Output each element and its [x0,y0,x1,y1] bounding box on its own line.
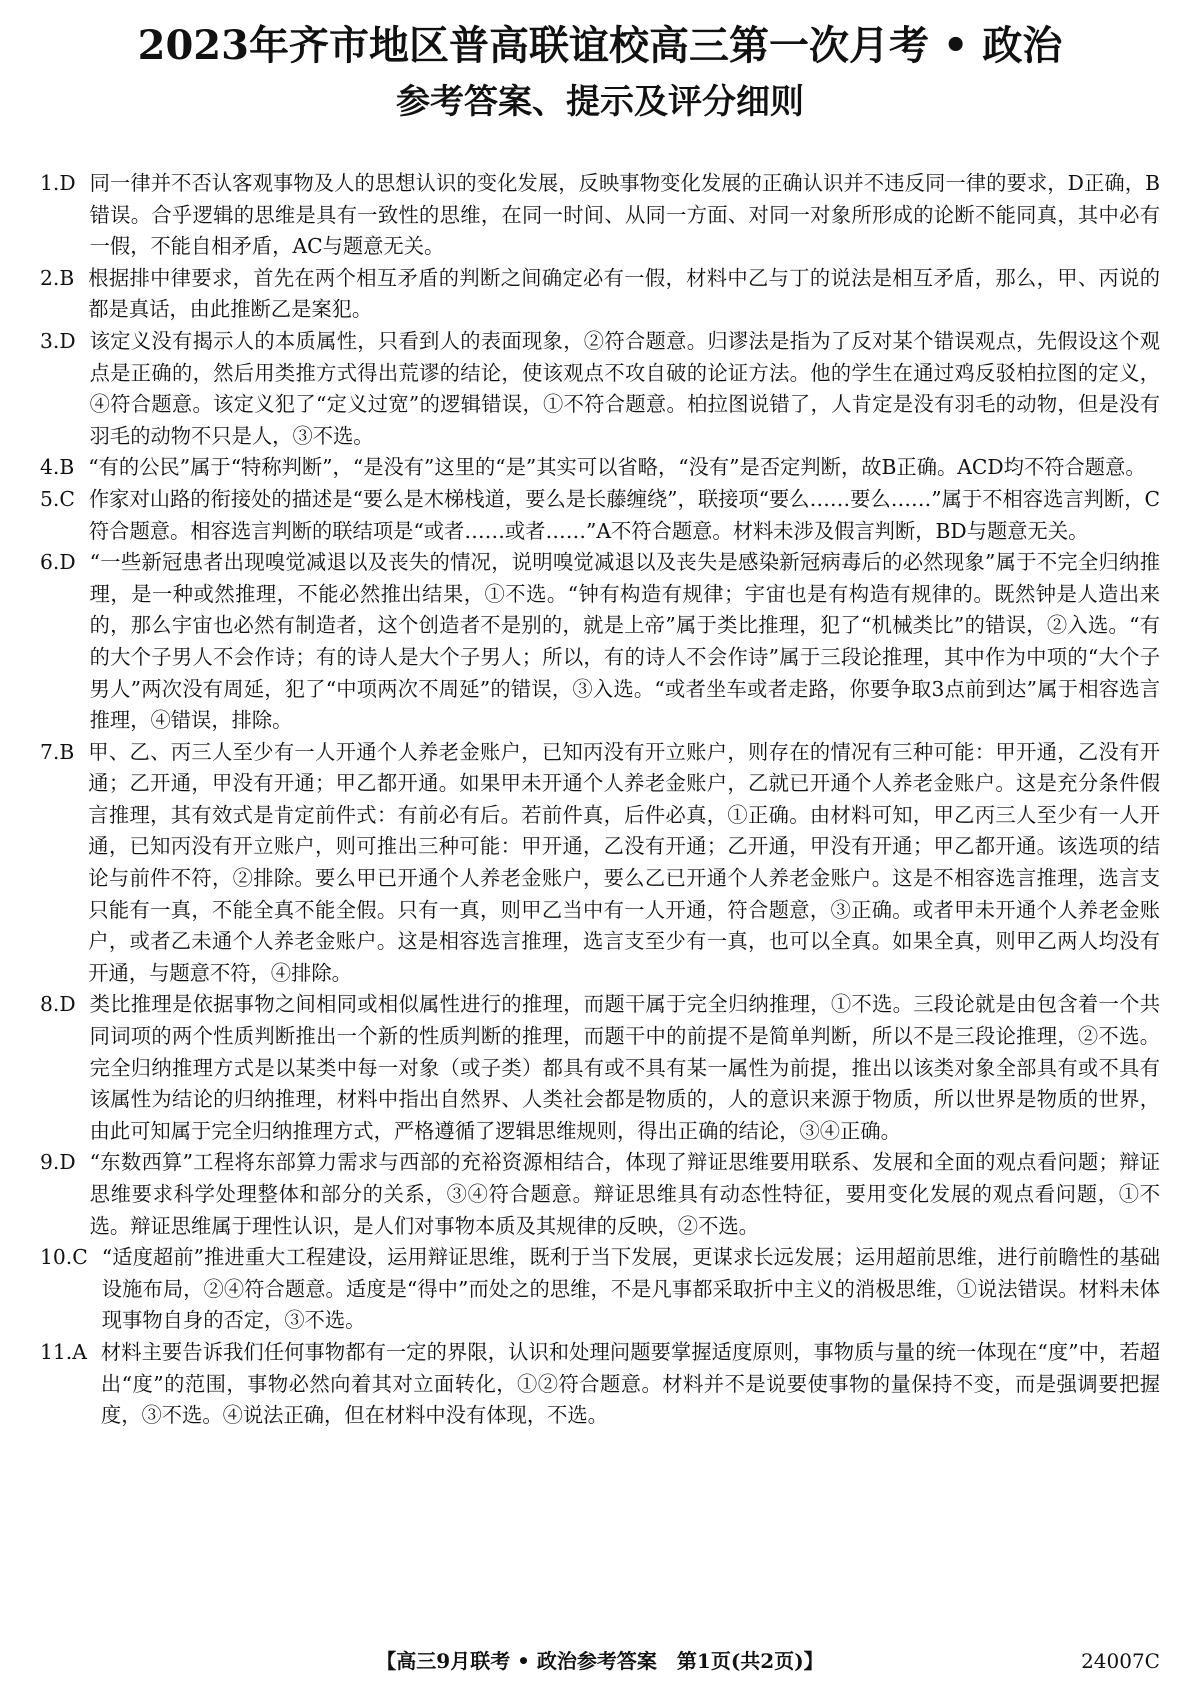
footer-exam-code: 24007C [1081,1649,1160,1673]
question-number: 3. [40,328,60,353]
answer-choice: B [59,455,75,480]
answer-choice: D [59,550,76,575]
question-number: 10. [40,1245,73,1270]
answer-choice: D [59,328,76,353]
answer-explanation: “一些新冠患者出现嗅觉减退以及丧失的情况，说明嗅觉减退以及丧失是感染新冠病毒后的必然现象”属于不完全归纳推理，是一种或然推理，不能必然推出结果，①不选。“钟有构造有规律；宇宙也是有构造有规律的。既然钟是人造出来的，那么宇宙也必然有制造者，这个创造者不是别的，就是上帝”属于类比推理，犯了“机械类比”的错误，②入选。“有的大个子男人不会作诗；有的诗人是大个子男人；所以，有的诗人不会作诗”属于三段论推理，其中作为中项的“大个子男人”两次没有周延，犯了“中项两次不周延”的错误，③入选。“或者坐车或者走路，你要争取3点前到达”属于相容选言推理，④错误，排除。 [89,550,1160,733]
answer-item [40,1337,1160,1432]
page-title: 2023年齐市地区普高联谊校高三第一次月考 • 政治 [137,22,1063,69]
page-subtitle: 参考答案、提示及评分细则 [396,82,804,122]
question-number: 8. [40,992,60,1017]
answer-choice: B [59,739,75,764]
answer-item [40,326,1160,452]
answer-item [40,737,1160,990]
answer-item [40,168,1160,263]
question-number: 6. [40,550,60,575]
question-number: 1. [40,171,60,195]
answer-item [40,547,1160,737]
answer-choice: D [59,1150,76,1175]
answer-explanation: 类比推理是依据事物之间相同或相似属性进行的推理，而题干属于完全归纳推理，①不选。三段论就是由包含着一个共同词项的两个性质判断推出一个新的性质判断的推理，而题干中的前提不是简单判断，所以不是三段论推理，②不选。完全归纳推理方式是以某类中每一对象（或子类）都具有或不具有某一属性为前提，推出以该类对象全部具有或不具有该属性为结论的归纳推理，材料中指出自然界、人类社会都是物质的，人的意识来源于物质，所以世界是物质的世界，由此可知属于完全归纳推理方式，严格遵循了逻辑思维规则，得出正确的结论，③④正确。 [89,992,1160,1143]
answer-explanation: “有的公民”属于“特称判断”，“是没有”这里的“是”其实可以省略，“没有”是否定判断，故B正确。ACD均不符合题意。 [88,455,1146,480]
question-number: 7. [40,739,60,764]
footer-page-info: 【高三9月联考 • 政治参考答案 第1页(共2页)】 [376,1649,824,1673]
answer-choice: D [59,171,76,195]
answer-choice: B [59,265,75,290]
answer-explanation: “东数西算”工程将东部算力需求与西部的充裕资源相结合，体现了辩证思维要用联系、发展和全面的观点看问题；辩证思维要求科学处理整体和部分的关系，③④符合题意。辩证思维具有动态性特征，要用变化发展的观点看问题，①不选。辩证思维属于理性认识，是人们对事物本质及其规律的反映，②不选。 [89,1150,1160,1238]
question-number: 4. [40,455,60,480]
answer-item [40,452,1160,484]
answer-choice: C [59,486,75,511]
answer-item [40,1242,1160,1337]
answer-item [40,989,1160,1147]
question-number: 5. [40,486,60,511]
answer-item [40,263,1160,326]
answer-choice: C [72,1245,88,1270]
answer-explanation: 根据排中律要求，首先在两个相互矛盾的判断之间确定必有一假，材料中乙与丁的说法是相互矛盾，那么，甲、丙说的都是真话，由此推断乙是案犯。 [88,265,1160,322]
question-number: 9. [40,1150,60,1175]
page-footer [0,1646,1200,1676]
answer-list [40,168,1160,1432]
answer-choice: D [59,992,76,1017]
answer-item [40,484,1160,547]
question-number: 11. [40,1339,73,1364]
answer-item [40,1147,1160,1242]
answer-explanation: 甲、乙、丙三人至少有一人开通个人养老金账户，已知丙没有开立账户，则存在的情况有三种可能：甲开通，乙没有开通；乙开通，甲没有开通；甲乙都开通。如果甲未开通个人养老金账户，乙就已开通个人养老金账户。这是充分条件假言推理，其有效式是肯定前件式：有前必有后。若前件真，后件必真，①正确。由材料可知，甲乙丙三人至少有一人开通，已知丙没有开立账户，则可推出三种可能：甲开通，乙没有开通；乙开通，甲没有开通；甲乙都开通。该选项的结论与前件不符，②排除。要么甲已开通个人养老金账户，要么乙已开通个人养老金账户。这是不相容选言推理，选言支只能有一真，不能全真不能全假。只有一真，则甲乙当中有一人开通，符合题意，③正确。或者甲未开通个人养老金账户，或者乙未通个人养老金账户。这是相容选言推理，选言支至少有一真，也可以全真。如果全真，则甲乙两人均没有开通，与题意不符，④排除。 [88,739,1160,985]
question-number: 2. [40,265,60,290]
answer-explanation: 作家对山路的衔接处的描述是“要么是木梯栈道，要么是长藤缠绕”，联接项“要么……要么……”属于不相容选言判断，C符合题意。相容选言判断的联结项是“或者……或者……”A不符合题意。材料未涉及假言判断，BD与题意无关。 [88,486,1160,543]
answer-explanation: 同一律并不否认客观事物及人的思想认识的变化发展，反映事物变化发展的正确认识并不违反同一律的要求，D正确，B错误。合乎逻辑的思维是具有一致性的思维，在同一时间、从同一方面、对同一对象所形成的论断不能同真，其中必有一假，不能自相矛盾，AC与题意无关。 [89,171,1160,259]
answer-explanation: 材料主要告诉我们任何事物都有一定的界限，认识和处理问题要掌握适度原则，事物质与量的统一体现在“度”中，若超出“度”的范围，事物必然向着其对立面转化，①②符合题意。材料并不是说要使事物的量保持不变，而是强调要把握度，③不选。④说法正确，但在材料中没有体现，不选。 [100,1339,1160,1428]
answer-explanation: 该定义没有揭示人的本质属性，只看到人的表面现象，②符合题意。归谬法是指为了反对某个错误观点，先假设这个观点是正确的，然后用类推方式得出荒谬的结论，使该观点不攻自破的论证方法。他的学生在通过鸡反驳柏拉图的定义，④符合题意。该定义犯了“定义过宽”的逻辑错误，①不符合题意。柏拉图说错了，人肯定是没有羽毛的动物，但是没有羽毛的动物不只是人，③不选。 [89,328,1160,448]
answer-choice: A [72,1339,87,1364]
answer-explanation: “适度超前”推进重大工程建设，运用辩证思维，既利于当下发展，更谋求长远发展；运用超前思维，进行前瞻性的基础设施布局，②④符合题意。适度是“得中”而处之的思维，不是凡事都采取折中主义的消极思维，①说法错误。材料未体现事物自身的否定，③不选。 [101,1245,1160,1333]
